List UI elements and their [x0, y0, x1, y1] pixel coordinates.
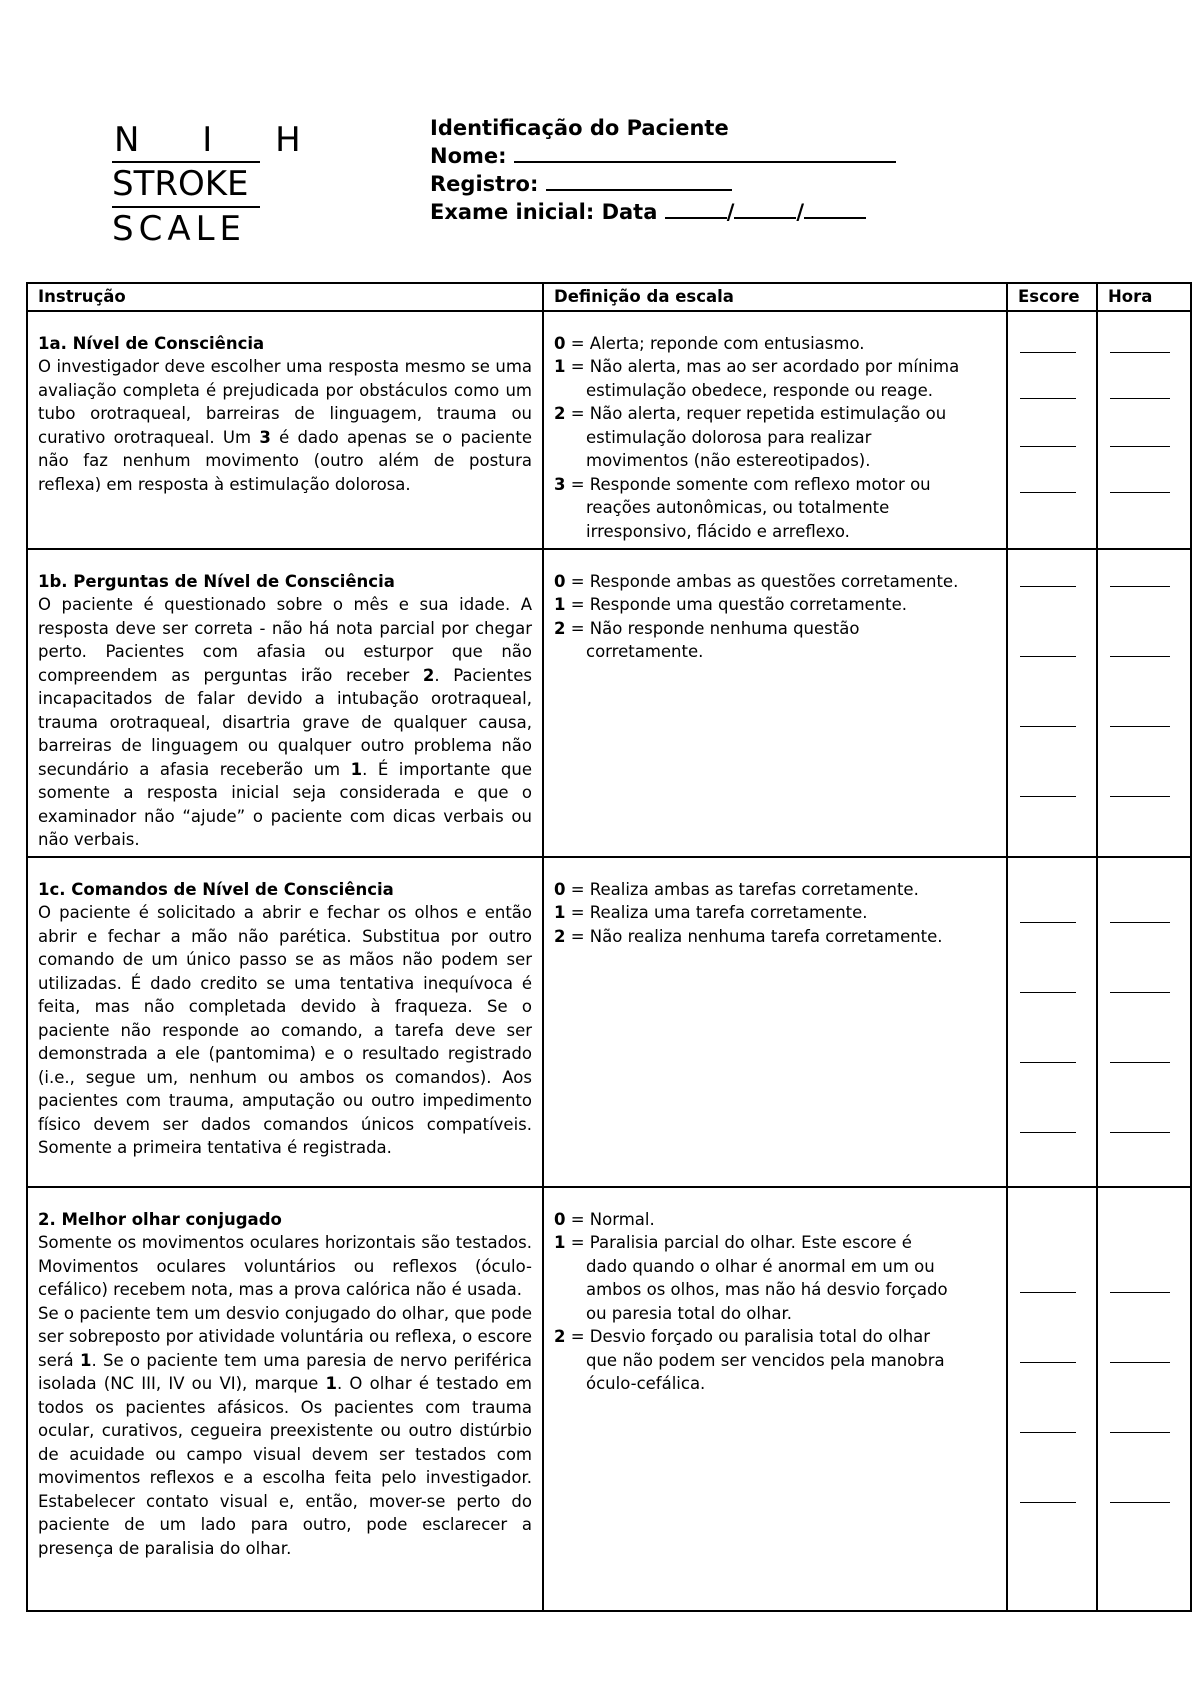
time-blank[interactable]: [1110, 992, 1170, 993]
logo-rule: [112, 161, 260, 163]
table-row: [27, 311, 1191, 549]
date-label: Data: [601, 200, 658, 224]
date-separator: /: [796, 200, 805, 224]
patient-name-row: Nome:: [430, 142, 896, 170]
score-blank[interactable]: [1020, 352, 1076, 353]
exam-date-row: Exame inicial: Data / /: [430, 198, 896, 226]
instruction-cell: [27, 311, 543, 549]
time-blank[interactable]: [1110, 796, 1170, 797]
item-title: 1c. Comandos de Nível de Consciência: [38, 879, 394, 899]
score-blank[interactable]: [1020, 492, 1076, 493]
logo-stroke-text: STROKE: [112, 164, 249, 204]
name-label: Nome: [430, 144, 499, 168]
header-score: Escore: [1007, 283, 1097, 311]
instruction-text: O investigador deve escolher uma resposta mesmo se uma avaliação completa é prejudicada por obstáculos como um tubo orotraqueal, barreiras de linguagem, trauma ou curativo orotraqueal. Um 3 é dado apenas se o paciente não faz nenhum movimento (outro além de postura reflexa) em resposta à estimulação dolorosa.: [38, 357, 532, 494]
date-separator: /: [726, 200, 735, 224]
score-blank[interactable]: [1020, 1292, 1076, 1293]
instruction-cell: [27, 857, 543, 1187]
score-cell: [1007, 857, 1097, 1187]
item-title: 2. Melhor olhar conjugado: [38, 1209, 282, 1229]
score-blank[interactable]: [1020, 1132, 1076, 1133]
score-blank[interactable]: [1020, 922, 1076, 923]
date-month-field[interactable]: [734, 199, 796, 219]
scale-option: 1 = Paralisia parcial do olhar. Este escore é dado quando o olhar é anormal em um ou ambos os olhos, mas não há desvio forçado ou paresia total do olhar.: [554, 1233, 948, 1323]
item-title: 1b. Perguntas de Nível de Consciência: [38, 571, 395, 591]
scale-option: 1 = Responde uma questão corretamente.: [554, 595, 908, 614]
score-blank[interactable]: [1020, 656, 1076, 657]
time-cell: [1097, 1187, 1191, 1611]
time-blank[interactable]: [1110, 586, 1170, 587]
time-cell: [1097, 311, 1191, 549]
instruction-text: O paciente é questionado sobre o mês e sua idade. A resposta deve ser correta - não há nota parcial por chegar perto. Pacientes com afasia ou esturpor que não compreendem as perguntas irão receber 2. Pacientes incapacitados de falar devido a intubação orotraqueal, trauma orotraqueal, disartria grave de qualquer causa, barreiras de linguagem ou qualquer outro problema não secundário a afasia receberão um 1. É importante que somente a resposta inicial seja considerada e que o examinador não “ajude” o paciente com dicas verbais ou não verbais.: [38, 595, 533, 849]
scale-option: 2 = Não realiza nenhuma tarefa corretamente.: [554, 926, 943, 946]
time-blank[interactable]: [1110, 656, 1170, 657]
scale-option: 2 = Não responde nenhuma questão corretamente.: [554, 618, 860, 661]
time-cell: [1097, 549, 1191, 857]
instruction-text: Somente os movimentos oculares horizontais são testados. Movimentos oculares voluntários ou reflexos (óculo-cefálico) recebem nota, mas a prova calórica não é usada.: [38, 1233, 532, 1299]
nih-stroke-scale-logo: [112, 120, 327, 249]
record-label: Registro: [430, 172, 530, 196]
score-blank[interactable]: [1020, 1362, 1076, 1363]
time-blank[interactable]: [1110, 1362, 1170, 1363]
header-definition: Definição da escala: [543, 283, 1007, 311]
table-row: [27, 1187, 1191, 1611]
instruction-cell: [27, 549, 543, 857]
scale-option: 1 = Não alerta, mas ao ser acordado por mínima estimulação obedece, responde ou reage.: [554, 357, 960, 400]
scale-option: 1 = Realiza uma tarefa corretamente.: [554, 903, 868, 922]
scale-option: 3 = Responde somente com reflexo motor ou reações autonômicas, ou totalmente irresponsivo, flácido e arreflexo.: [554, 474, 931, 541]
score-cell: [1007, 549, 1097, 857]
score-blank[interactable]: [1020, 796, 1076, 797]
date-day-field[interactable]: [665, 199, 727, 219]
time-blank[interactable]: [1110, 726, 1170, 727]
time-blank[interactable]: [1110, 1502, 1170, 1503]
scale-option: 0 = Responde ambas as questões corretamente.: [554, 571, 959, 591]
table-header-row: [27, 283, 1191, 311]
scale-option: 0 = Realiza ambas as tarefas corretamente.: [554, 879, 919, 899]
scale-option: 0 = Alerta; reponde com entusiasmo.: [554, 333, 865, 353]
patient-identification: [430, 114, 896, 226]
scale-option: 0 = Normal.: [554, 1209, 655, 1229]
time-blank[interactable]: [1110, 922, 1170, 923]
scale-option: 2 = Não alerta, requer repetida estimulação ou estimulação dolorosa para realizar movimentos (não estereotipados).: [554, 404, 947, 470]
name-field[interactable]: [514, 143, 896, 163]
logo-nih-text: N I H: [114, 120, 327, 160]
exam-label: Exame inicial: [430, 200, 586, 224]
header-instruction: Instrução: [27, 283, 543, 311]
patient-title: Identificação do Paciente: [430, 116, 729, 140]
scale-option: 2 = Desvio forçado ou paralisia total do olhar que não podem ser vencidos pela manobra óculo-cefálica.: [554, 1327, 945, 1393]
table-row: [27, 549, 1191, 857]
score-cell: [1007, 311, 1097, 549]
item-title: 1a. Nível de Consciência: [38, 333, 265, 353]
record-field[interactable]: [546, 171, 732, 191]
definition-cell: [543, 1187, 1007, 1611]
time-blank[interactable]: [1110, 352, 1170, 353]
instruction-cell: [27, 1187, 543, 1611]
score-blank[interactable]: [1020, 446, 1076, 447]
date-year-field[interactable]: [804, 199, 866, 219]
time-blank[interactable]: [1110, 398, 1170, 399]
logo-scale-text: SCALE: [112, 209, 247, 249]
header-time: Hora: [1097, 283, 1191, 311]
time-blank[interactable]: [1110, 1062, 1170, 1063]
score-blank[interactable]: [1020, 992, 1076, 993]
stroke-scale-table: [26, 282, 1192, 1612]
score-blank[interactable]: [1020, 586, 1076, 587]
time-blank[interactable]: [1110, 446, 1170, 447]
time-blank[interactable]: [1110, 1132, 1170, 1133]
instruction-text: Se o paciente tem um desvio conjugado do olhar, que pode ser sobreposto por atividade voluntária ou reflexa, o escore será 1. Se o paciente tem uma paresia de nervo periférica isolada (NC III, IV ou VI), marque 1. O olhar é testado em todos os pacientes afásicos. Os pacientes com trauma ocular, curativos, cegueira preexistente ou outro distúrbio de acuidade ou campo visual devem ser testados com movimentos reflexos e a escolha feita pelo investigador. Estabelecer contato visual e, então, mover-se perto do paciente de um lado para outro, pode esclarecer a presença de paralisia do olhar.: [38, 1303, 533, 1558]
score-blank[interactable]: [1020, 1432, 1076, 1433]
score-blank[interactable]: [1020, 1502, 1076, 1503]
score-blank[interactable]: [1020, 726, 1076, 727]
time-cell: [1097, 857, 1191, 1187]
logo-rule: [112, 206, 260, 208]
score-cell: [1007, 1187, 1097, 1611]
definition-cell: [543, 549, 1007, 857]
score-blank[interactable]: [1020, 398, 1076, 399]
patient-record-row: Registro:: [430, 170, 896, 198]
instruction-text: O paciente é solicitado a abrir e fechar os olhos e então abrir e fechar a mão não parética. Substitua por outro comando de um único passo se as mãos não podem ser utilizadas. É dado credito se uma tentativa inequívoca é feita, mas não completada devido à fraqueza. Se o paciente não responde ao comando, a tarefa deve ser demonstrada a ele (pantomima) e o resultado registrado (i.e., segue um, nenhum ou ambos os comandos). Aos pacientes com trauma, amputação ou outro impedimento físico devem ser dados comandos únicos compatíveis. Somente a primeira tentativa é registrada.: [38, 903, 532, 1157]
time-blank[interactable]: [1110, 1432, 1170, 1433]
time-blank[interactable]: [1110, 492, 1170, 493]
score-blank[interactable]: [1020, 1062, 1076, 1063]
table-row: [27, 857, 1191, 1187]
time-blank[interactable]: [1110, 1292, 1170, 1293]
definition-cell: [543, 857, 1007, 1187]
definition-cell: [543, 311, 1007, 549]
